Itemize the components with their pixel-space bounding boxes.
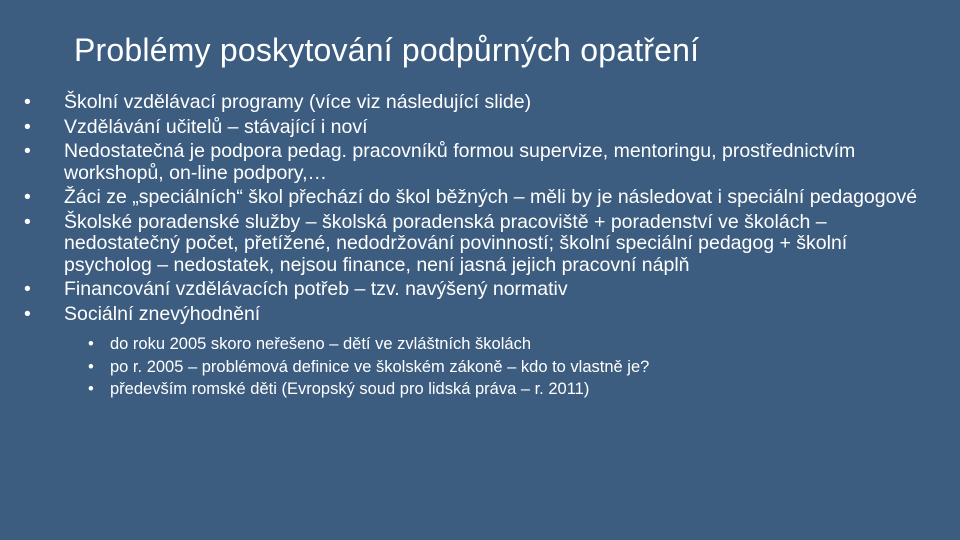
bullet-text: Nedostatečná je podpora pedag. pracovníků formou supervize, mentoringu, prostřednictvím workshopů, on-line podpory,…: [64, 140, 856, 184]
bullet-dot-icon: •: [24, 210, 31, 233]
bullet-item: [20, 117, 930, 139]
bullet-text: Školní vzdělávací programy (více viz následující slide): [64, 91, 532, 113]
slide-title: Problémy poskytování podpůrných opatření: [74, 32, 700, 68]
bullet-item: [20, 279, 930, 301]
bullet-text: Školské poradenské služby – školská poradenská pracoviště + poradenství ve školách – nedostatečný počet, přetížené, nedodržování povinností; školní speciální pedagog + školní psycholog – nedostatek, nejsou finance, není jasná jejich pracovní náplň: [64, 210, 848, 276]
bullet-item: [20, 304, 930, 401]
bullet-item: [20, 212, 930, 277]
bullet-item: [20, 187, 930, 209]
bullet-dot-icon: •: [24, 140, 31, 162]
subbullet-item: [74, 356, 930, 379]
bullet-item: [20, 141, 930, 184]
bullet-dot-icon: •: [24, 186, 31, 208]
subbullet-list: [64, 333, 930, 401]
bullet-dot-icon: •: [24, 302, 31, 325]
bullet-item: [20, 92, 930, 114]
bullet-text: Žáci ze „speciálních“ škol přechází do škol běžných – měli by je následovat i speciální pedagogové: [64, 186, 918, 208]
subbullet-dot-icon: •: [88, 380, 94, 398]
subbullet-dot-icon: •: [88, 335, 94, 353]
bullet-text: Vzdělávání učitelů – stávající i noví: [64, 115, 368, 138]
subbullet-item: [74, 378, 930, 401]
subbullet-text: do roku 2005 skoro neřešeno – dětí ve zvláštních školách: [110, 335, 531, 353]
bullet-text: Financování vzdělávacích potřeb – tzv. navýšený normativ: [64, 278, 568, 300]
bullet-text: Sociální znevýhodnění: [64, 302, 261, 325]
bullet-dot-icon: •: [24, 115, 31, 138]
subbullet-dot-icon: •: [88, 357, 94, 376]
subbullet-text: po r. 2005 – problémová definice ve školském zákoně – kdo to vlastně je?: [110, 357, 650, 376]
bullet-dot-icon: •: [24, 91, 31, 113]
bullet-dot-icon: •: [24, 278, 31, 300]
subbullet-item: [74, 333, 930, 356]
subbullet-text: především romské děti (Evropský soud pro lidská práva – r. 2011): [110, 380, 590, 398]
bullet-list: [20, 92, 930, 404]
